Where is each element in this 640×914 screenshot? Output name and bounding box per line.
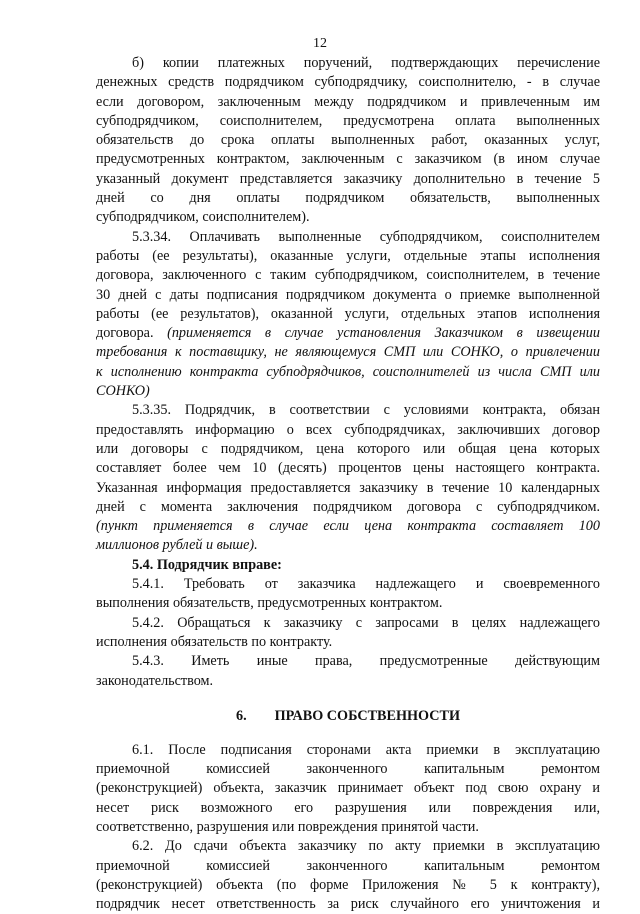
text-line: приемочной комиссией законченного капитальным ремонтом [96, 857, 600, 874]
text-line: субподрядчиком, соисполнителем). [96, 209, 310, 226]
text-line: выполнения обязательств, предусмотренных контрактом. [96, 595, 443, 612]
subsection-heading-5-4: 5.4. Подрядчик вправе: [132, 556, 282, 573]
text-line-italic: СОНКО) [96, 383, 150, 400]
paragraph-5-4-3 [96, 652, 600, 691]
text-line: 5.4.3. Иметь иные права, предусмотренные действующим [132, 653, 600, 670]
text-line: договора, заключенного с таким субподрядчиком, соисполнителем, в течение [96, 267, 600, 284]
spacer [96, 727, 600, 741]
paragraph-5-3-34 [96, 228, 600, 402]
paragraph-5-4-2 [96, 614, 600, 653]
spacer [96, 691, 600, 705]
text-line: денежных средств подрядчиком субподрядчику, соисполнителю, - в случае [96, 74, 600, 91]
text-line: несет риск возможного его разрушения или повреждения или, [96, 799, 600, 816]
paragraph-5-3-35 [96, 401, 600, 555]
text-line: работы (ее результатов), оказанной услуги, отдельных этапов исполнения [96, 305, 600, 322]
text-line: Указанная информация предоставляется заказчику в течение 10 календарных [96, 479, 600, 496]
text-line: работы (ее результаты), оказанные услуги, отдельные этапы исполнения [96, 247, 600, 264]
text-line: 5.4.1. Требовать от заказчика надлежащего и своевременного [132, 576, 600, 593]
paragraph-6-2 [96, 837, 600, 914]
paragraph-b [96, 54, 600, 228]
text-line: дней со дня оплаты подрядчиком обязательств, выполненных [96, 190, 600, 207]
text-line: предоставлять информацию о всех субподрядчиках, заключивших договор [96, 421, 600, 438]
page-number: 12 [313, 36, 327, 51]
text-line: 5.3.34. Оплачивать выполненные субподрядчиком, соисполнителем [132, 228, 600, 245]
text-line: подрядчик несет ответственность за риск случайного его уничтожения и [96, 896, 600, 913]
text-italic: (применяется в случае установления Заказчиком в извещении [167, 325, 600, 342]
text-line-italic: к исполнению контракта субподрядчиков, соисполнителей из числа СМП или [96, 363, 600, 380]
text-line-italic: миллионов рублей и выше). [96, 537, 258, 554]
text-line-mixed [96, 324, 600, 343]
paragraph-6-1 [96, 741, 600, 837]
text-line-italic: требования к поставщику, не являющемуся СМП или СОНКО, о привлечении [96, 344, 600, 361]
page-body [96, 54, 600, 914]
text-line: 6.2. До сдачи объекта заказчику по акту приемки в эксплуатацию [132, 838, 600, 855]
section-number: 6. [235, 707, 247, 724]
text-line: указанный документ представляется заказчику дополнительно в течение 5 [96, 170, 600, 187]
text-line: субподрядчиком, соисполнителем, предусмотрена оплата выполненных [96, 112, 600, 129]
text-line: предусмотренных контрактом, заключенным с заказчиком (в ином случае [96, 151, 600, 168]
section-heading-6 [96, 705, 600, 727]
text-line: или договоры с подрядчиком, цена которого или общая цена которых [96, 440, 600, 457]
text-line: 6.1. После подписания сторонами акта приемки в эксплуатацию [132, 741, 600, 758]
text-normal: договора. [96, 325, 154, 342]
text-line: 5.3.35. Подрядчик, в соответствии с условиями контракта, обязан [132, 402, 600, 419]
paragraph-5-4-1 [96, 575, 600, 614]
text-line-italic: (пункт применяется в случае если цена контракта составляет 100 [96, 518, 600, 535]
text-line: исполнения обязательств по контракту. [96, 633, 333, 650]
text-line: (реконструкцией) объекта, заказчик принимает объект под свою охрану и [96, 780, 600, 797]
text-line: б) копии платежных поручений, подтверждающих перечисление [132, 55, 600, 71]
text-line: (реконструкцией) объекта (по форме Приложения № 5 к контракту), [96, 876, 600, 893]
text-line: приемочной комиссией законченного капитальным ремонтом [96, 761, 600, 778]
text-line: 30 дней с даты подписания подрядчиком документа о приемке выполненной [96, 286, 600, 303]
text-line: составляет более чем 10 (десять) процентов цены настоящего контракта. [96, 460, 600, 477]
text-line: дней с момента заключения подрядчиком договора с субподрядчиком. [96, 498, 600, 515]
text-line: если договором, заключенным между подрядчиком и привлеченным им [96, 93, 600, 110]
text-line: соответственно, разрушения или повреждения принятой части. [96, 818, 479, 835]
text-line: 5.4.2. Обращаться к заказчику с запросами в целях надлежащего [132, 614, 600, 631]
section-title: ПРАВО СОБСТВЕННОСТИ [274, 707, 461, 724]
text-line: обязательств до срока оплаты выполненных работ, оказанных услуг, [96, 132, 600, 149]
text-line: законодательством. [96, 672, 214, 689]
